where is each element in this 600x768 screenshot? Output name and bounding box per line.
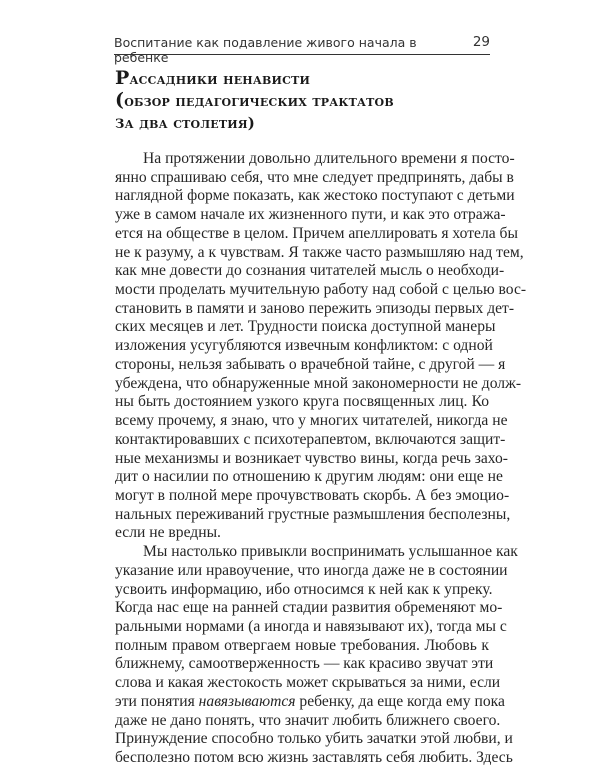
text-line: бесполезно потом всю жизнь заставлять себя любить. Здесь [115, 749, 513, 766]
text-line: всему прочему, я знаю, что у многих читателей, никогда не [115, 412, 508, 430]
text-line: янно спрашиваю себя, что мне следует предпринять, дабы в [115, 168, 514, 186]
text-line: контактировавших с психотерапевтом, включаются защит- [115, 430, 506, 448]
text-line: ные механизмы и возникает чувство вины, когда речь захо- [115, 449, 508, 467]
text-line: изложения усугубляются извечным конфликтом: с одной [115, 337, 493, 355]
text-line: нальных переживаний грустные размышления бесполезны, [115, 505, 511, 523]
text-line: На протяжении довольно длительного времени я посто- [143, 150, 515, 167]
body-text [115, 150, 527, 768]
text-line: указание или нравоучение, что иногда даже не в состоянии [115, 561, 508, 579]
text-line: усвоить информацию, ибо относимся к ней как к упреку. [115, 580, 493, 598]
chapter-title [115, 68, 394, 134]
page-number: 29 [472, 34, 490, 50]
text-line: могут в полной мере прочувствовать скорбь. А без эмоцио- [115, 486, 510, 504]
text-line: даже не дано понять, что значит любить ближнего своего. [115, 711, 501, 729]
chapter-title-line: Рассадники ненависти [115, 67, 311, 89]
text-line: ближнему, самоотверженность — как красиво звучат эти [115, 655, 494, 673]
text-line: ральными нормами (а иногда и навязывают их), тогда мы с [115, 617, 507, 635]
page-header [114, 34, 490, 65]
text-line: дит о насилии по отношению к другим людям: они еще не [115, 468, 503, 486]
text-line: Мы настолько привыкли воспринимать услышанное как [143, 543, 518, 561]
text-segment: ребенку, да еще когда ему пока [295, 692, 505, 710]
text-line: наглядной форме показать, как жестоко поступают с детьми [115, 187, 515, 205]
italic-emphasis: навязываются [198, 692, 296, 710]
text-line: убеждена, что обнаруженные мной закономерности не долж- [115, 374, 522, 392]
text-line: не к разуму, а к чувствам. Я также часто размышляю над тем, [115, 243, 524, 261]
text-line: ских месяцев и лет. Трудности поиска доступной манеры [115, 318, 496, 336]
text-line: уже в самом начале их жизненного пути, и как это отража- [115, 206, 506, 224]
text-line [115, 692, 505, 712]
text-segment: эти понятия [115, 692, 199, 710]
title-initial: Р [115, 67, 130, 89]
chapter-title-line: за два столетия) [115, 111, 256, 133]
title-initial: ( [115, 89, 125, 111]
text-line: ется на обществе в целом. Причем апеллировать я хотела бы [115, 224, 518, 242]
text-line: стороны, нельзя забывать о врачебной тайне, с другой — я [115, 355, 506, 373]
text-line: если не вредны. [115, 524, 221, 542]
text-line: ны быть достоянием узкого круга посвященных лиц. Ко [115, 393, 489, 411]
title-initial: з [115, 111, 125, 133]
chapter-title-line: (обзор педагогических трактатов [115, 89, 394, 111]
running-title: Воспитание как подавление живого начала в ребенке [114, 35, 417, 65]
text-line: слова и какая жестокость может скрываться за ними, если [115, 674, 501, 692]
text-line: мости проделать мучительную работу над собой с целью вос- [115, 281, 527, 299]
text-line: становить в памяти и заново пережить эпизоды первых дет- [115, 299, 515, 317]
text-line: Принуждение способно только убить зачатки этой любви, и [115, 730, 513, 748]
text-line: Когда нас еще на ранней стадии развития обременяют мо- [115, 599, 503, 617]
text-line: как мне довести до сознания читателей мысль о необходи- [115, 262, 505, 280]
text-line: полным правом отвергаем новые требования. Любовь к [115, 636, 489, 654]
